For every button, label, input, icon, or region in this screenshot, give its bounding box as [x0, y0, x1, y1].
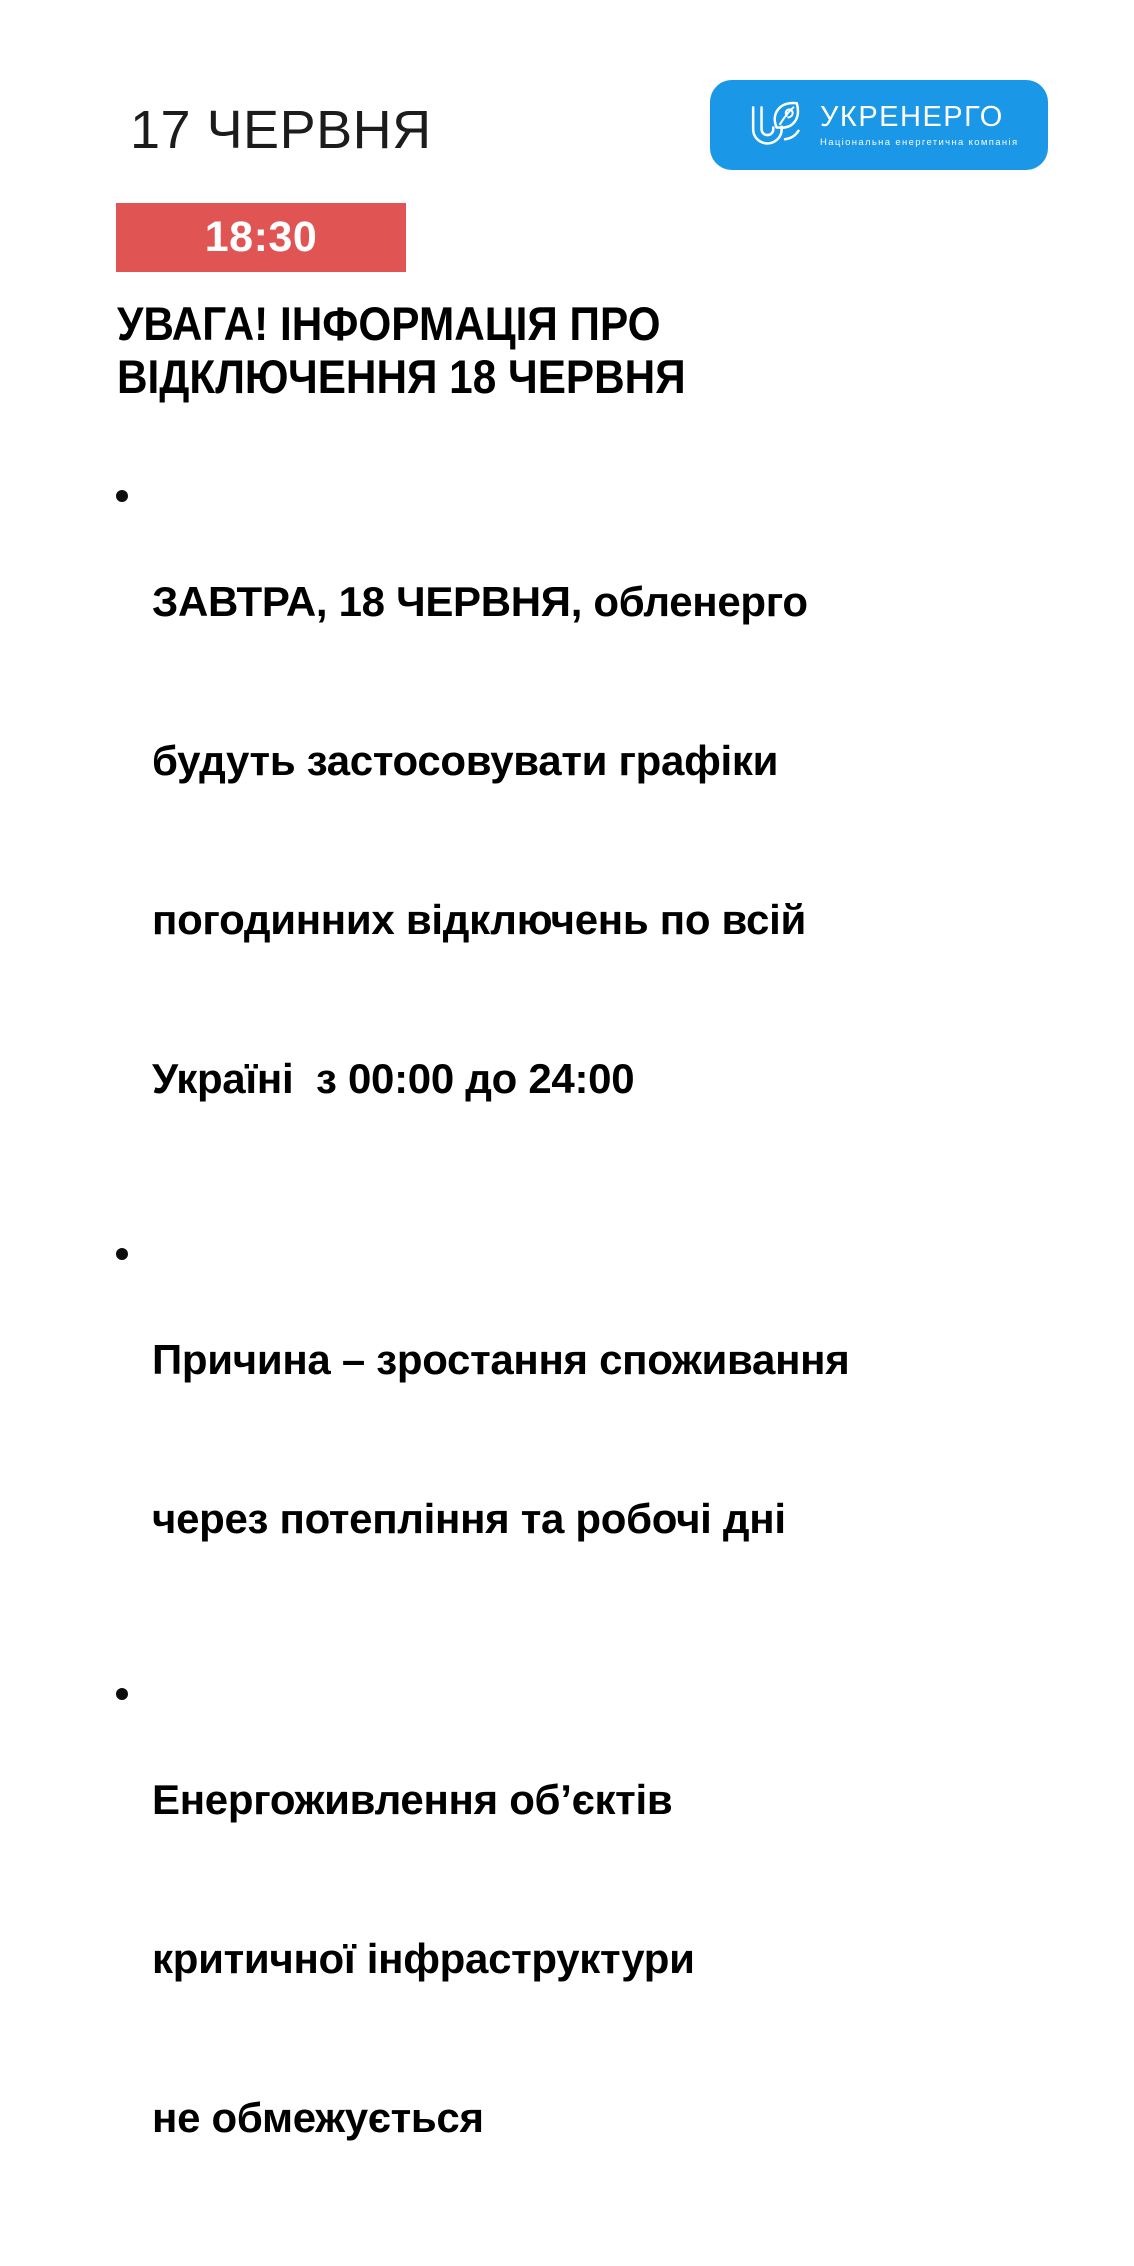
time-badge: [116, 203, 406, 272]
bullet-line: критичної інфраструктури: [152, 1935, 695, 1982]
time-label: 18:30: [204, 213, 318, 261]
bullet-text: [152, 1227, 849, 1651]
bullet-line: будуть застосовувати графіки: [152, 737, 779, 784]
bullet-line: через потепління та робочі дні: [152, 1495, 786, 1542]
logo-text-block: [820, 102, 1018, 147]
bullet-line: погодинних відключень по всій: [152, 896, 806, 943]
logo-subtitle: Національна енергетична компанія: [820, 136, 1019, 148]
bullet-item-reason: [116, 1227, 936, 1651]
ukrenergo-leaf-u-icon: [748, 99, 812, 151]
bullet-line: ЗАВТРА, 18 ЧЕРВНЯ, обленерго: [152, 578, 808, 625]
bullet-text: [152, 1667, 695, 2250]
headline-line-1: УВАГА! ІНФОРМАЦІЯ ПРО: [117, 297, 661, 350]
bullet-line: Причина – зростання споживання: [152, 1336, 850, 1383]
bullet-item-schedules: [116, 469, 936, 1211]
bullet-text: [152, 469, 808, 1211]
headline-line-2: ВІДКЛЮЧЕННЯ 18 ЧЕРВНЯ: [117, 350, 686, 403]
date-label: 17 ЧЕРВНЯ: [130, 100, 432, 160]
bullet-line: Енергоживлення об’єктів: [152, 1776, 673, 1823]
ukrenergo-logo: [710, 80, 1048, 170]
bullet-list: [116, 469, 936, 2266]
bullet-dot-icon: [116, 490, 128, 502]
bullet-dot-icon: [116, 1248, 128, 1260]
headline: [117, 297, 686, 403]
bullet-dot-icon: [116, 1688, 128, 1700]
logo-name: УКРЕНЕРГО: [820, 101, 1004, 134]
bullet-item-critical-infrastructure: [116, 1667, 936, 2250]
bullet-line: Україні з 00:00 до 24:00: [152, 1055, 635, 1102]
bullet-line: не обмежується: [152, 2094, 484, 2141]
